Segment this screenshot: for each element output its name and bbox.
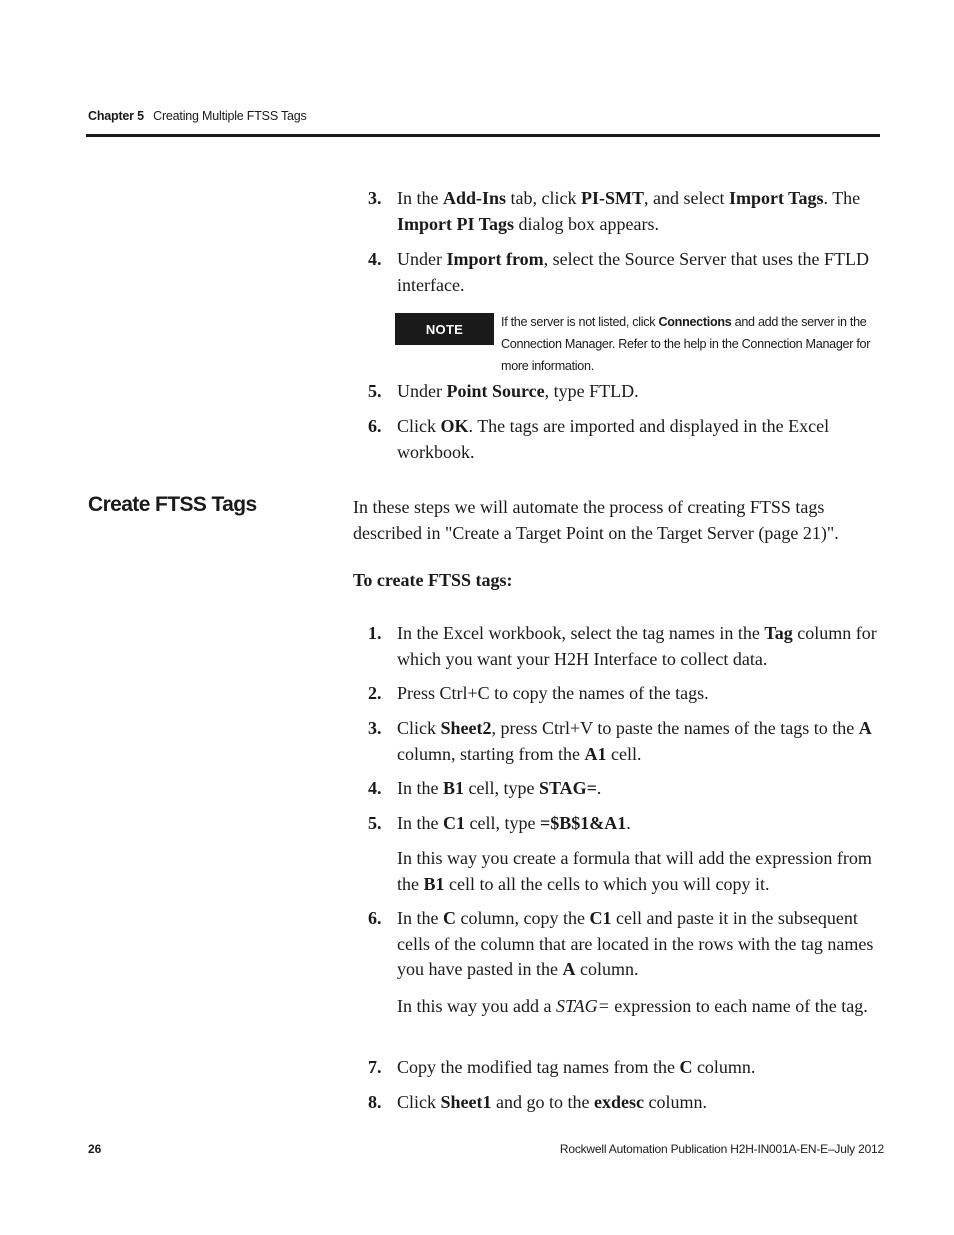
text-run: expression to each name of the tag. bbox=[609, 996, 868, 1016]
step-5-point-source bbox=[368, 379, 883, 405]
bold-term: OK bbox=[440, 416, 469, 436]
bold-term: A1 bbox=[584, 743, 607, 764]
step-5-c1-cell bbox=[368, 811, 883, 837]
text-run: column. bbox=[692, 1057, 756, 1077]
text-run: and add the server in the Connection Manager. Refer to the help in the Connection Manager for more information. bbox=[501, 315, 871, 373]
step-number: 3. bbox=[368, 188, 382, 208]
step-text bbox=[397, 681, 883, 707]
text-run: column, starting from the bbox=[397, 743, 585, 764]
bold-term: C1 bbox=[442, 813, 465, 833]
step-number: 5. bbox=[368, 381, 382, 401]
bold-term: Sheet2 bbox=[440, 718, 492, 738]
text-run: Click bbox=[397, 416, 441, 436]
step-number: 5. bbox=[368, 813, 382, 833]
step-number: 7. bbox=[368, 1057, 382, 1077]
text-run: dialog box appears. bbox=[514, 213, 659, 234]
step-1-select-tags bbox=[368, 621, 883, 672]
bold-term: exdesc bbox=[593, 1092, 644, 1112]
step-6-copy-c1 bbox=[368, 906, 883, 983]
bold-term: Sheet1 bbox=[440, 1092, 492, 1112]
step-text bbox=[397, 716, 883, 767]
bold-term: C bbox=[442, 908, 456, 928]
step-text bbox=[397, 414, 883, 465]
publication-info: Rockwell Automation Publication H2H-IN001A-EN-E–July 2012 bbox=[559, 1142, 884, 1156]
explanation-paragraph bbox=[397, 846, 883, 897]
bold-term: Import from bbox=[446, 249, 544, 269]
section-intro: In these steps we will automate the process of creating FTSS tags described in "Create a Target Point on the Target Server (page 21)". bbox=[353, 497, 839, 543]
page-number: 26 bbox=[88, 1142, 102, 1156]
bold-term: C bbox=[679, 1057, 693, 1077]
step-text bbox=[397, 186, 883, 237]
step-7-copy-modified bbox=[368, 1055, 883, 1081]
text-run: , select the Source Server that uses the FTLD interface. bbox=[397, 249, 870, 295]
text-run: . bbox=[626, 813, 631, 833]
bold-term: STAG= bbox=[538, 778, 597, 798]
text-run: Click bbox=[397, 1092, 441, 1112]
text-run: and go to the bbox=[491, 1092, 594, 1112]
bold-term: A bbox=[562, 959, 576, 979]
text-run: In the bbox=[397, 908, 443, 928]
step-number: 8. bbox=[368, 1092, 382, 1112]
bold-term: Tag bbox=[764, 623, 793, 643]
text-run: , press Ctrl+V to paste the names of the tags to the bbox=[491, 718, 859, 738]
note-text bbox=[501, 311, 881, 377]
bold-term: Point Source bbox=[446, 381, 545, 401]
text-run: cell, type bbox=[464, 813, 540, 833]
bold-term: Import PI Tags bbox=[397, 213, 515, 234]
bold-term: C1 bbox=[589, 908, 612, 928]
text-run: In this way you add a bbox=[397, 996, 556, 1016]
text-run: In the bbox=[397, 778, 443, 798]
text-run: Under bbox=[397, 249, 447, 269]
step-number: 6. bbox=[368, 908, 382, 928]
step-number: 2. bbox=[368, 683, 382, 703]
step-text bbox=[397, 247, 883, 298]
step-4-b1-cell bbox=[368, 776, 883, 802]
text-run: cell and paste it in the subsequent cells of the column that are located in the rows with the tag names you have pasted in the bbox=[397, 908, 874, 979]
header-rule bbox=[86, 134, 880, 137]
step-text bbox=[397, 621, 883, 672]
note-label: NOTE bbox=[395, 313, 494, 345]
text-run: In the bbox=[397, 813, 443, 833]
text-run: Click bbox=[397, 718, 441, 738]
step-number: 3. bbox=[368, 718, 382, 738]
text-run: cell, type bbox=[464, 778, 539, 798]
text-run: , type FTLD. bbox=[544, 381, 639, 401]
explanation-paragraph bbox=[397, 993, 883, 1020]
step-4-import-from bbox=[368, 247, 883, 298]
step-number: 4. bbox=[368, 249, 382, 269]
step-3-import bbox=[368, 186, 883, 237]
text-run: column, copy the bbox=[455, 908, 590, 928]
text-run: column. bbox=[643, 1092, 707, 1112]
text-run: . The tags are imported and displayed in the Excel workbook. bbox=[397, 416, 830, 462]
step-8-sheet1 bbox=[368, 1090, 883, 1116]
step-number: 4. bbox=[368, 778, 382, 798]
text-run: cell to all the cells to which you will copy it. bbox=[444, 873, 770, 894]
step-2-copy bbox=[368, 681, 883, 707]
bold-term: Connections bbox=[658, 315, 732, 329]
step-number: 1. bbox=[368, 623, 382, 643]
text-run: , and select bbox=[644, 188, 729, 208]
bold-term: PI-SMT bbox=[581, 188, 645, 208]
text-run: column. bbox=[575, 959, 639, 979]
text-run: In the Excel workbook, select the tag names in the bbox=[397, 623, 765, 643]
text-run: tab, click bbox=[506, 188, 582, 208]
procedure-title: To create FTSS tags: bbox=[353, 570, 513, 590]
bold-term: Add-Ins bbox=[442, 188, 507, 208]
text-run: cell. bbox=[606, 743, 642, 764]
text-run: If the server is not listed, click bbox=[501, 315, 659, 329]
text-run: In the bbox=[397, 188, 443, 208]
text-run: Under bbox=[397, 381, 447, 401]
text-run: In this way you create a formula that will add the expression from the bbox=[397, 848, 872, 894]
step-text bbox=[397, 906, 883, 983]
italic-term: STAG= bbox=[555, 996, 610, 1016]
text-run: Press Ctrl+C to copy the names of the tags. bbox=[397, 683, 709, 703]
bold-term: B1 bbox=[442, 778, 464, 798]
step-text bbox=[397, 776, 883, 802]
bold-term: Import Tags bbox=[728, 188, 824, 208]
section-heading: Create FTSS Tags bbox=[88, 493, 257, 516]
step-number: 6. bbox=[368, 416, 382, 436]
bold-term: B1 bbox=[423, 873, 445, 894]
text-run: . bbox=[596, 778, 602, 798]
running-header bbox=[88, 109, 307, 123]
step-text bbox=[397, 1055, 883, 1081]
bold-term: A bbox=[858, 718, 872, 738]
step-6-click-ok bbox=[368, 414, 883, 465]
step-text bbox=[397, 1090, 883, 1116]
step-3-paste bbox=[368, 716, 883, 767]
step-text bbox=[397, 811, 883, 837]
bold-term: =$B$1&A1 bbox=[539, 813, 627, 833]
text-run: . The bbox=[823, 188, 861, 208]
text-run: column for which you want your H2H Interface to collect data. bbox=[397, 623, 877, 669]
step-text bbox=[397, 379, 883, 405]
chapter-title: Creating Multiple FTSS Tags bbox=[153, 109, 307, 123]
text-run: Copy the modified tag names from the bbox=[397, 1057, 680, 1077]
chapter-label: Chapter 5 bbox=[88, 109, 144, 123]
